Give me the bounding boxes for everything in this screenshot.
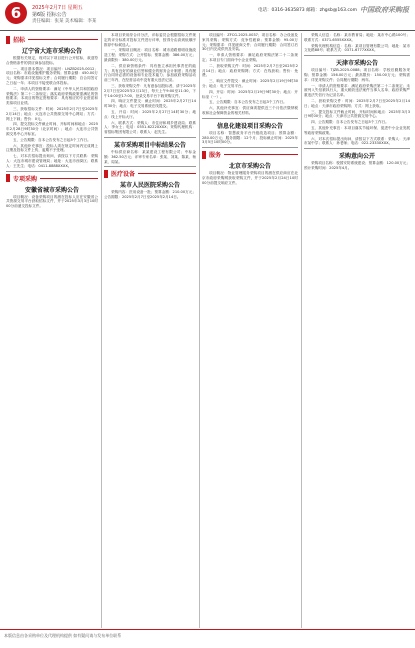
article-paragraph: 六、其他补充事宜：投标人须在规定时间内完成网上注册及投标文件上传，逾期不予受理。 (6, 143, 98, 153)
newspaper-logo: 中国政府采购报 (360, 5, 409, 14)
article-separator (304, 148, 410, 149)
article-paragraph: 六、联系方式：采购人：市住房和城乡建设局；联系人：李女士；电话：0551-6222XXXX；采购代理机构：省招标集团有限公司；联系人：赵先生。 (104, 120, 196, 135)
footer (0, 629, 415, 648)
section-title: 服务 (209, 152, 222, 160)
article-headline: 天津市采购公告 (335, 60, 378, 68)
article-headline: 某市人民医院采购公告 (119, 182, 180, 190)
article-headline: 信息化建设项目采购公告 (216, 122, 283, 130)
article-paragraph: 项目概况：设备采购项目的潜在投标人应在安徽省公共资源交易平台获取招标文件，并于2025年3月3日10时00分前递交投标文件。 (6, 194, 98, 209)
contact-line: 电话：0316-3635873 邮箱：zhgsb@163.com (258, 8, 357, 13)
masthead (0, 0, 415, 31)
section-marker-icon (6, 174, 10, 182)
article-headline: 安徽省城市采购公告 (24, 186, 79, 194)
article-separator (104, 166, 196, 167)
section-title: 招标 (13, 37, 26, 44)
footer-text: 本版信息由各采购单位及代理机构提供 如有疑问请与发布单位联系 (4, 633, 122, 638)
column-1 (6, 33, 98, 628)
section-header (6, 174, 98, 183)
article-paragraph: 中标供应商名称：某某建设工程有限公司；中标金额：362.50万元；评审专家名单：张某、刘某、陈某、杨某、周某。 (104, 149, 196, 164)
article-separator (6, 171, 98, 172)
article-paragraph: 根据有关规定，现对以下项目进行公开招标，欢迎符合资格条件的供应商参加投标。 (6, 56, 98, 65)
section-rule (138, 173, 196, 174)
article-paragraph: 二、获取采购文件：时间：2025年2月7日至2025年2月14日；地点：政府采购网；方式：在线获取；售价：免费。 (202, 63, 298, 78)
article-paragraph: 一、申请人的资格要求：满足政府采购法第二十二条规定；未被列入失信被执行人、重大税收违法案件当事人名单、政府采购严重违法失信行为记录名单。 (304, 83, 410, 98)
article-paragraph: 二、申请人的资格要求：满足《中华人民共和国政府采购法》第二十二条规定；落实政府采购政策需满足的资格要求；本项目的特定资格要求：具有相应的专业资质和类似项目业绩。 (6, 86, 98, 106)
article-paragraph: 项目概况：物业管理服务采购项目的潜在供应商应在北京市政府采购网获取采购文件，并于2025年2月24日10时00分前提交响应文件。 (202, 171, 298, 185)
article-headline: 某市采购项目中标结果公告 (113, 141, 186, 149)
article-paragraph: 四、响应文件提交：截止时间：2025年2月27日14时30分；地点：电子交易系统在线提交。 (104, 99, 196, 109)
article-paragraph: 四、提交投标文件截止时间、开标时间和地点：2025年2月28日9时30分（北京时间）；地点：大连市公共资源交易中心开标室。 (6, 122, 98, 136)
column-divider (199, 33, 200, 628)
column-divider (101, 33, 102, 628)
section-header (104, 169, 196, 178)
editor-line: 责任编辑：张某 美术编辑：李某 (32, 19, 97, 24)
date-line: 2025年2月7日 星期五 (32, 5, 83, 11)
article-paragraph: 一、项目基本情况：项目编号：LNZB2025-0012；项目名称：市政设施维护服务采购；预算金额：450.00万元；采购需求详见招标文件；合同履行期限：自合同签订之日起一年；本项目不接受联合体投标。 (6, 66, 98, 85)
section-title: 医疗设备 (111, 171, 136, 179)
article-paragraph: 一、采购项目概况：项目名称：城市道路照明设施改造工程；采购方式：公开招标；预算金额：386.00万元；最高限价：380.00万元。 (104, 48, 196, 62)
article-paragraph: 采购内容：医用设备一批；预算金额：210.00万元；公告期限：2025年2月7日至2025年2月14日。 (104, 190, 196, 200)
article-paragraph: 三、获取采购文件：凡有意参加投标者，请于2025年2月7日至2025年2月13日，每天上午9:00至11:30，下午14:00至17:00，登录交易平台下载采购文件。 (104, 83, 196, 98)
article-paragraph: 采购人信息：名称：某市教育局；地址：某市中心路100号；联系方式：0371-6555XXXX。 (304, 33, 410, 42)
issue-line: 第6版 招标公告 (32, 12, 67, 18)
column-divider (301, 33, 302, 628)
article-paragraph: 项目编号：ZFCG-2025-0037；项目名称：办公设备及家具采购；采购方式：竞争性磋商；预算金额：95.00万元；采购需求：详见磋商文件；合同履行期限：合同签订后30日内完成供货及安装。 (202, 33, 298, 52)
column-2 (104, 33, 196, 628)
article-paragraph: 三、获取招标文件：时间：2025年2月7日至2025年2月14日；地点：大连市公共资源交易中心网站；方式：网上下载；售价：0元。 (6, 106, 98, 121)
section-marker-icon (104, 170, 108, 178)
article-paragraph: 项目编号：TJZB-2025-0088；项目名称：学校后勤服务采购；预算金额：156.00万元；最高限价：150.00万元；采购需求：详见采购文件；合同履行期限：两年。 (304, 68, 410, 82)
article-paragraph: 采购项目名称：校园安防系统建设；预算金额：120.00万元；预计采购时间：2025年4月。 (304, 161, 410, 170)
article-headline: 辽宁省大连市采购公告 (21, 48, 82, 55)
article-paragraph: 六、其他补充事宜：供应商须提供近三个月依法缴纳税收和社会保障资金的相关材料。 (202, 106, 298, 115)
page-number: 6 (5, 2, 27, 24)
section-rule (224, 154, 298, 155)
article-paragraph: 三、响应文件提交：截止时间：2025年2月19日9时30分；地点：电子交易平台。 (202, 79, 298, 88)
article-separator (304, 55, 410, 56)
article-paragraph: 五、公告期限：自本公告发布之日起3个工作日。 (209, 100, 287, 105)
article-paragraph: 五、公告期限：自本公告发布之日起5个工作日。 (13, 137, 91, 142)
article-paragraph: 七、对本次招标提出询问，请按以下方式联系：采购人：大连市城市建设管理局；地址：大连市西岗区；联系人：王先生；电话：0411-8888XXXX。 (6, 154, 98, 168)
section-marker-icon (6, 36, 10, 44)
article-paragraph: 项目名称：智慧政务平台升级改造项目；预算金额：280.00万元；服务期限：12个月；投标截止时间：2025年3月5日10时00分。 (202, 130, 298, 145)
article-paragraph: 六、对本次招标提出询问，请按以下方式联系：采购人：天津市某中学；联系人：孙老师；电话：022-2333XXXX。 (304, 136, 410, 146)
article-separator (202, 118, 298, 119)
article-headline: 北京市采购公告 (228, 163, 271, 171)
article-paragraph: 二、供应商资格条件：具有独立承担民事责任的能力；具有良好的商业信誉和健全的财务会计制度；具有履行合同所必需的设备和专业技术能力；参加政府采购活动前三年内，在经营活动中没有重大违法记录。 (104, 63, 196, 83)
article-paragraph: 本项目采用综合评分法，评标委员会根据招标文件规定的评分标准对投标文件进行评审，按得分由高到低顺序推荐中标候选人。 (104, 33, 196, 47)
section-title: 专项采购 (13, 175, 38, 183)
article-paragraph: 三、提交投标文件截止时间、开标时间和地点：2025年3月3日9时00分；地点：天津市公共资源交易中心。 (304, 109, 410, 119)
article-paragraph: 四、开启：时间：2025年2月19日9时30分；地点：开标室（一）。 (202, 89, 298, 99)
article-separator (202, 147, 298, 148)
article-paragraph: 四、公告期限：自本公告发布之日起5个工作日。 (311, 120, 389, 125)
section-rule (40, 178, 98, 179)
section-header (6, 35, 98, 44)
article-paragraph: 采购代理机构信息：名称：某项目管理有限公司；地址：某市文化路88号；联系方式：0371-6777XXXX。 (304, 43, 410, 53)
section-header (202, 150, 298, 159)
column-4 (304, 33, 410, 628)
section-marker-icon (202, 151, 206, 159)
article-separator (104, 137, 196, 138)
section-rule (28, 39, 98, 40)
article-paragraph: 五、其他补充事宜：本项目落实节能环保、促进中小企业发展等政府采购政策。 (304, 125, 410, 135)
column-3 (202, 33, 298, 628)
article-headline: 采购意向公开 (338, 153, 375, 161)
article-paragraph: 一、申请人资格要求：满足政府采购法第二十二条规定；本项目专门面向中小企业采购。 (202, 53, 298, 62)
article-paragraph: 二、获取采购文件：时间：2025年2月7日至2025年2月14日；地点：天津市政府采购网；方式：网上获取。 (304, 98, 410, 108)
article-paragraph: 五、开启：时间：2025年2月27日14时30分；地点：线上开标大厅。 (104, 109, 196, 119)
